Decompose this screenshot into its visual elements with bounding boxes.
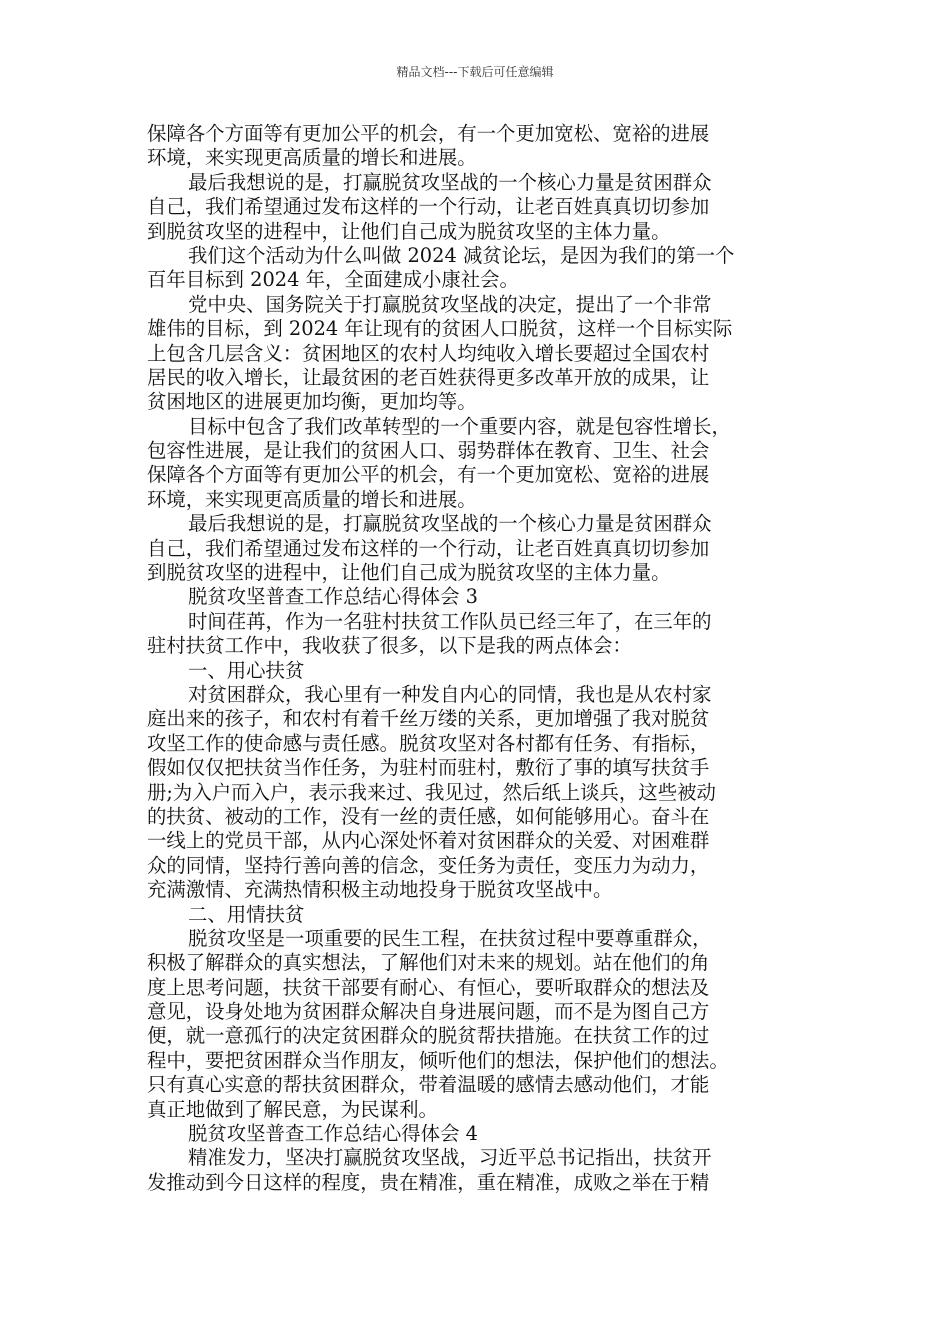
text-line: 攻坚工作的使命感与责任感。脱贫攻坚对各村都有任务、有指标，	[147, 731, 710, 755]
text-line: 保障各个方面等有更加公平的机会，有一个更加宽松、宽裕的进展	[147, 122, 710, 145]
text-line: 二、用情扶贫	[188, 902, 305, 926]
text-line: 册;为入户而入户，表示我来过、我见过，然后纸上谈兵，这些被动	[147, 780, 716, 804]
text-line: 最后我想说的是，打赢脱贫攻坚战的一个核心力量是贫困群众	[188, 170, 712, 194]
text-line: 居民的收入增长，让最贫困的老百姓获得更多改革开放的成果，让	[147, 365, 710, 389]
text-line: 自己，我们希望通过发布这样的一个行动，让老百姓真真切切参加	[147, 195, 710, 219]
text-line: 上包含几层含义：贫困地区的农村人均纯收入增长要超过全国农村	[147, 341, 710, 365]
text-line: 度上思考问题，扶贫干部要有耐心、有恒心，要听取群众的想法及	[147, 975, 710, 999]
text-line: 只有真心实意的帮扶贫困群众，带着温暖的感情去感动他们，才能	[147, 1073, 710, 1097]
text-line: 环境，来实现更高质量的增长和进展。	[147, 487, 477, 511]
text-line: 程中，要把贫困群众当作朋友，倾听他们的想法，保护他们的想法。	[147, 1048, 729, 1072]
text-line: 最后我想说的是，打赢脱贫攻坚战的一个核心力量是贫困群众	[188, 512, 712, 536]
text-line: 众的同情，坚持行善向善的信念，变任务为责任，变压力为动力，	[147, 853, 710, 877]
document-body	[147, 122, 807, 1195]
text-line: 便，就一意孤行的决定贫困群众的脱贫帮扶措施。在扶贫工作的过	[147, 1024, 710, 1048]
page-header: 精品文档---下载后可任意编辑	[396, 65, 554, 79]
text-line: 一线上的党员干部，从内心深处怀着对贫困群众的关爱、对困难群	[147, 829, 710, 853]
text-line: 我们这个活动为什么叫做 2024 减贫论坛，是因为我们的第一个	[188, 243, 735, 267]
text-line: 对贫困群众，我心里有一种发自内心的同情，我也是从农村家	[188, 682, 712, 706]
text-line: 保障各个方面等有更加公平的机会，有一个更加宽松、宽裕的进展	[147, 463, 710, 487]
text-line: 贫困地区的进展更加均衡，更加均等。	[147, 390, 477, 414]
text-line: 雄伟的目标，到 2024 年让现有的贫困人口脱贫，这样一个目标实际	[147, 317, 733, 341]
text-line: 脱贫攻坚是一项重要的民生工程，在扶贫过程中要尊重群众，	[188, 926, 712, 950]
text-line: 到脱贫攻坚的进程中，让他们自己成为脱贫攻坚的主体力量。	[147, 219, 671, 243]
text-line: 意见，设身处地为贫困群众解决自身进展问题，而不是为图自己方	[147, 1000, 710, 1024]
text-line: 包容性进展，是让我们的贫困人口、弱势群体在教育、卫生、社会	[147, 439, 710, 463]
text-line: 发推动到今日这样的程度，贵在精准，重在精准，成败之举在于精	[147, 1170, 710, 1194]
text-line: 的扶贫、被动的工作，没有一丝的责任感，如何能够用心。奋斗在	[147, 804, 710, 828]
text-line: 到脱贫攻坚的进程中，让他们自己成为脱贫攻坚的主体力量。	[147, 561, 671, 585]
text-line: 精准发力，坚决打赢脱贫攻坚战，习近平总书记指出，扶贫开	[188, 1146, 712, 1170]
text-line: 脱贫攻坚普查工作总结心得体会 4	[188, 1122, 478, 1146]
text-line: 自己，我们希望通过发布这样的一个行动，让老百姓真真切切参加	[147, 536, 710, 560]
text-line: 脱贫攻坚普查工作总结心得体会 3	[188, 585, 478, 609]
text-line: 一、用心扶贫	[188, 658, 305, 682]
text-line: 时间荏苒，作为一名驻村扶贫工作队员已经三年了，在三年的	[188, 609, 712, 633]
text-line: 驻村扶贫工作中，我收获了很多，以下是我的两点体会：	[147, 634, 632, 658]
text-line: 党中央、国务院关于打赢脱贫攻坚战的决定，提出了一个非常	[188, 292, 712, 316]
text-line: 真正地做到了解民意，为民谋利。	[147, 1097, 438, 1121]
text-line: 目标中包含了我们改革转型的一个重要内容，就是包容性增长，	[188, 414, 731, 438]
text-line: 假如仅仅把扶贫当作任务，为驻村而驻村，敷衍了事的填写扶贫手	[147, 756, 710, 780]
text-line: 充满激情、充满热情积极主动地投身于脱贫攻坚战中。	[147, 878, 613, 902]
text-line: 积极了解群众的真实想法，了解他们对未来的规划。站在他们的角	[147, 951, 710, 975]
text-line: 环境，来实现更高质量的增长和进展。	[147, 146, 477, 170]
text-line: 百年目标到 2024 年，全面建成小康社会。	[147, 268, 519, 292]
text-line: 庭出来的孩子，和农村有着千丝万缕的关系，更加增强了我对脱贫	[147, 707, 710, 731]
